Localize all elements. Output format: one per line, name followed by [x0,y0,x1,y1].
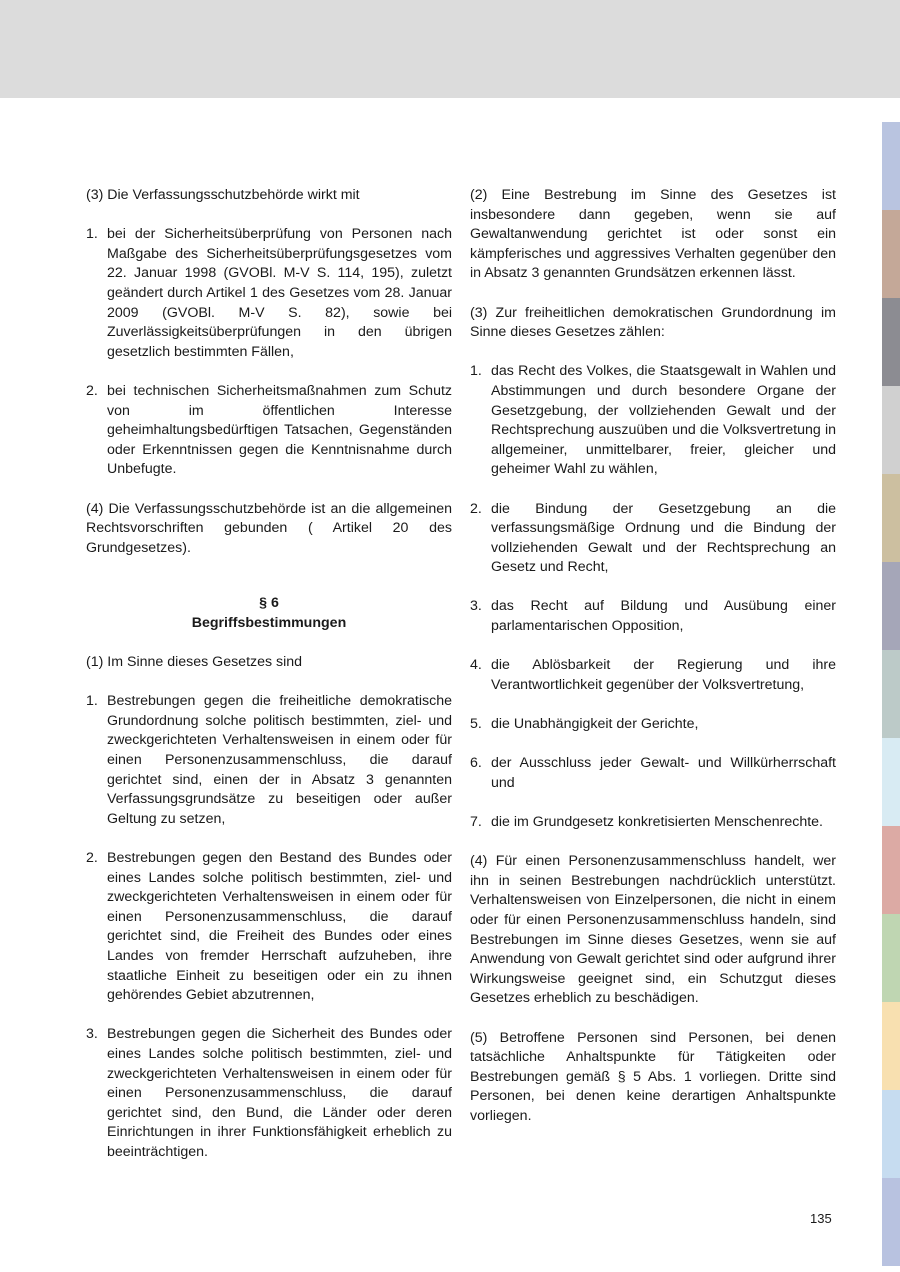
chapter-tab [882,386,900,474]
list-item: 4. die Ablösbarkeit der Regierung und ihre Verantwortlichkeit gegenüber der Volksvertretung, [470,657,836,693]
chapter-tab [882,474,900,562]
section-title: Begriffsbestimmungen [191,614,347,631]
list-paragraph-1 [86,692,452,1162]
paragraph-3-intro: (3) Zur freiheitlichen demokratischen Grundordnung im Sinne dieses Gesetzes zählen: [470,304,836,341]
paragraph-3-intro: (3) Die Verfassungsschutzbehörde wirkt mit [86,187,360,203]
list-item: 6. der Ausschluss jeder Gewalt- und Willkürherrschaft und [470,755,836,791]
chapter-tabs [882,122,900,1266]
paragraph-4: (4) Für einen Personenzusammenschluss handelt, wer ihn in seinen Bestrebungen nachdrücklich unterstützt. Verhaltensweisen von Einzelpersonen, die nicht in einem oder für einen Personenzusammenschluss handeln, sind Bestrebungen im Sinne dieses Gesetzes, wenn sie auf Anwendung von Gewalt gerichtet sind oder aufgrund ihrer Wirkungsweise geeignet sind, ein Schutzgut dieses Gesetzes erheblich zu beschädigen. [470,853,836,1007]
list-item: 2. bei technischen Sicherheitsmaßnahmen zum Schutz von im öffentlichen Interesse geheimhaltungsbedürftigen Tatsachen, Gegenständen oder Erkenntnissen gegen die Kenntnisnahme durch Unbefugte. [86,382,452,478]
list-item: 3. das Recht auf Bildung und Ausübung einer parlamentarischen Opposition, [470,598,836,635]
paragraph-4: (4) Die Verfassungsschutzbehörde ist an die allgemeinen Rechtsvorschriften gebunden ( Artikel 20 des Grundgesetzes). [86,500,452,556]
section-heading [86,594,452,633]
chapter-tab [882,914,900,1002]
chapter-tab [882,562,900,650]
section-number: § 6 [259,595,279,612]
chapter-tab [882,650,900,738]
list-item: 1. Bestrebungen gegen die freiheitliche demokratische Grundordnung solche politisch bestimmten, ziel- und zweckgerichteten Verhaltensweisen in einem oder für einen Personenzusammenschluss, die darauf gerichtet sind, einen der in Absatz 3 genannten Verfassungsgrundsätze zu beseitigen oder außer Geltung zu setzen, [86,693,452,827]
list-item: 2. Bestrebungen gegen den Bestand des Bundes oder eines Landes solche politisch bestimmten, ziel- und zweckgerichteten Verhaltensweisen in einem oder für einen Personenzusammenschluss, die darauf gerichtet sind, die Freiheit des Bundes oder eines Landes von fremder Herrschaft aufzuheben, ihre staatliche Einheit zu beseitigen oder ein zu ihnen gehörendes Gebiet abzutrennen, [86,850,452,1004]
list-item: 7. die im Grundgesetz konkretisierten Menschenrechte. [470,814,823,830]
page-number: 135 [810,1211,832,1226]
chapter-tab [882,826,900,914]
paragraph-5: (5) Betroffene Personen sind Personen, bei denen tatsächliche Anhaltspunkte für Tätigkeiten oder Bestrebungen gemäß § 5 Abs. 1 vorliegen. Dritte sind Personen, bei denen keine derartigen Anhaltspunkte vorliegen. [470,1029,836,1124]
list-item: 2. die Bindung der Gesetzgebung an die verfassungsmäßige Ordnung und die Bindung der vollziehenden Gewalt und der Rechtsprechung an Gesetz und Recht, [470,500,836,576]
chapter-tab [882,210,900,298]
chapter-tab [882,1090,900,1178]
list-item: 1. bei der Sicherheitsüberprüfung von Personen nach Maßgabe des Sicherheitsüberprüfungsgesetzes vom 22. Januar 1998 (GVOBl. M-V S. 114, 195), zuletzt geändert durch Artikel 1 des Gesetzes vom 28. Januar 2009 (GVOBl. M-V S. 82), sowie bei Zuverlässigkeitsüberprüfungen in den übrigen gesetzlich bestimmten Fällen, [86,226,452,360]
header-band [0,0,900,98]
list-paragraph-3 [470,362,836,832]
chapter-tab [882,1002,900,1090]
left-column [86,186,452,1182]
right-column [470,186,836,1146]
chapter-tab [882,738,900,826]
paragraph-2: (2) Eine Bestrebung im Sinne des Gesetzes ist insbesondere dann gegeben, wenn sie auf Gewaltanwendung gerichtet ist oder sonst ein kämpferisches und aggressives Verhalten gegenüber den in Absatz 3 genannten Grundsätzen erkennen lässt. [470,187,836,282]
list-item: 1. das Recht des Volkes, die Staatsgewalt in Wahlen und Abstimmungen und durch besondere Organe der Gesetzgebung, der vollziehenden Gewalt und der Rechtsprechung auszuüben und die Volksvertretung in allgemeiner, unmittelbarer, freier, gleicher und geheimer Wahl zu wählen, [470,363,836,478]
chapter-tab [882,1178,900,1266]
chapter-tab [882,122,900,210]
list-item: 5. die Unabhängigkeit der Gerichte, [470,716,699,733]
chapter-tab [882,298,900,386]
paragraph-1-intro: (1) Im Sinne dieses Gesetzes sind [86,654,303,671]
list-item: 3. Bestrebungen gegen die Sicherheit des Bundes oder eines Landes solche politisch bestimmten, ziel- und zweckgerichteten Verhaltensweisen in einem oder für einen Personenzusammenschluss, die darauf gerichtet sind, den Bund, die Länder oder deren Einrichtungen in ihrer Funktionsfähigkeit erheblich zu beeinträchtigen. [86,1026,452,1160]
list-paragraph-3 [86,225,452,480]
